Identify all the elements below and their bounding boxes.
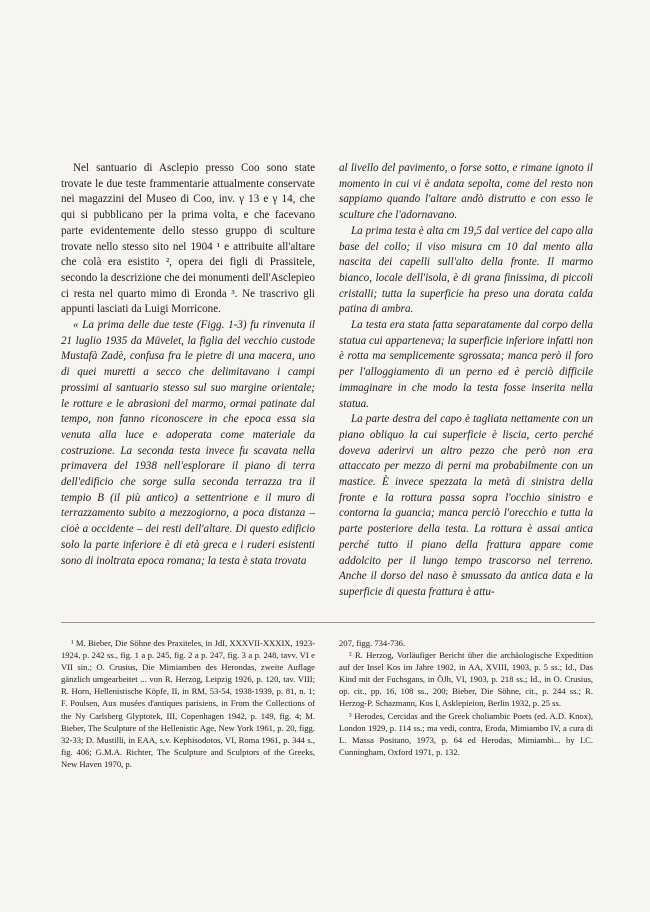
footnote: ¹ M. Bieber, Die Söhne des Praxiteles, in JdI, XXXVII-XXXIX, 1923-1924, p. 242 ss., fig. 1 a p. 245, fig. 2 a p. 247, fig. 3 a p. 248, tavv. VI e VII sin.; O. Crusius, Die Mimiamben des Herondas, zweite Auflage gänzlich umgearbeitet ... von R. Herzog, Leipzig 1926, p. 120, tav. VIII; R. Horn, Hellenistische Köpfe, II, in RM, 53-54, 1938-1939, p. 81, n. 1; F. Poulsen, Aux musées d'antiques parisiens, in From the Collections of the Ny Carlsberg Glyptotek, III, Copenhagen 1942, p. 149, fig. 4; M. Bieber, The Sculpture of the Hellenistic Age, New York 1961, p. 20, figg. 32-33; D. Mustilli, in EAA, s.v. Kephisodotos, VI, Roma 1961, p. 344 s., fig. 406; G.M.A. Richter, The Sculpture and Sculptors of the Greeks, New Haven 1970, p. [61, 638, 315, 769]
main-text-left-column [61, 161, 315, 569]
footnote: ³ Herodes, Cercidas and the Greek choliambic Poets (ed. A.D. Knox), London 1929, p. 114 ss.; ma vedi, contra, Eroda, Mimiambo IV, a cura di L. Massa Positano, 1973, p. 64 ed Herodas, Mimiambi... by I.C. Cunningham, Oxford 1971, p. 132. [339, 710, 593, 757]
paragraph: « La prima delle due teste (Figg. 1-3) fu rinvenuta il 21 luglio 1935 da Müvelet, la figlia del vecchio custode Mustafà Zadè, confusa fra le pietre di una macera, uno di quei muretti a secco che delimitavano i campi prossimi al santuario stesso sul suo margine orientale; le rotture e le abrasioni del marmo, ormai patinate dal tempo, non fanno riconoscere in che epoca essa sia venuta alla luce e adoperata come materiale da costruzione. La seconda testa invece fu scavata nella primavera del 1938 nell'esplorare il piano di terra dell'edificio che sorge sulla seconda terrazza tra il tempio B (il più antico) a settentrione e il muro di terrazzamento subito a mezzogiorno, a poca distanza – cioè a occidente – dei resti dell'altare. Di questo edificio solo la parte inferiore è di età greca e i ruderi esistenti sono di inoltrata epoca romana; la testa è stata trovata [61, 319, 315, 567]
paragraph: al livello del pavimento, o forse sotto, e rimane ignoto il momento in cui vi è andata sepolta, come del resto non sappiamo quando l'altare andò distrutto e con esso le sculture che l'adornavano. [339, 162, 593, 222]
footnote: 207, figg. 734-736. [339, 638, 406, 648]
footnotes-right-column [339, 637, 593, 758]
footnote: ² R. Herzog, Vorläufiger Bericht über die archäologische Expedition auf der Insel Kos im Jahre 1902, in AA, XVIII, 1903, p. 5 ss.; Id., Das Kind mit der Fuchsgans, in ÖJh, VI, 1903, p. 218 ss.; Id., in O. Crusius, op. cit., pp. 16, 108 ss., 200; Bieber, Die Söhne, cit., p. 244 ss.; R. Herzog-P. Schazmann, Kos I, Asklepieion, Berlin 1932, p. 25 ss. [339, 650, 593, 709]
paragraph: La prima testa è alta cm 19,5 dal vertice del capo alla base del collo; il viso misura cm 10 dal mento alla nascita dei capelli sull'alto della fronte. Il marmo bianco, locale dell'isola, è di grana finissima, di piccoli cristalli; tutta la superficie ha preso una dorata calda patina di ambra. [339, 224, 593, 316]
main-text-right-column [339, 161, 593, 601]
paragraph: La testa era stata fatta separatamente dal corpo della statua cui apparteneva; la superficie inferiore infatti non è rotta ma semplicemente sgrossata; manca però il foro per l'alloggiamento di un perno ed è perciò difficile immaginare in che modo la testa fosse inserita nella statua. [339, 319, 593, 410]
paragraph: La parte destra del capo è tagliata nettamente con un piano obliquo la cui superficie è liscia, certo perché doveva aderirvi un altro pezzo che però non era attaccato per mezzo di perni ma probabilmente con un mastice. È invece spezzata la metà di sinistra della fronte e la rottura passa sopra l'occhio sinistro e contorna la guancia; manca perciò l'orecchio e tutta la parte posteriore della testa. La rottura è assai antica perché tutto il piano della frattura appare come addolcito per il lungo tempo trascorso nel terreno. Anche il dorso del naso è smussato da antica data e la superficie di questa frattura è attu- [339, 413, 593, 598]
paragraph: Nel santuario di Asclepio presso Coo sono state trovate le due teste frammentarie attualmente conservate nei magazzini del Museo di Coo, inv. γ 13 e γ 14, che qui si pubblicano per la prima volta, e che facevano parte evidentemente dello stesso gruppo di sculture trovate nello stesso sito nel 1904 ¹ e attribuite all'altare che colà era esistito ², opera dei figli di Prassitele, secondo la descrizione che dei monumenti dell'Asclepieo ci resta nel quarto mimo di Eronda ³. Ne trascrivo gli appunti lasciati da Luigi Morricone. [61, 162, 315, 316]
footnotes-left-column [61, 637, 315, 770]
footnote-divider [61, 622, 595, 623]
